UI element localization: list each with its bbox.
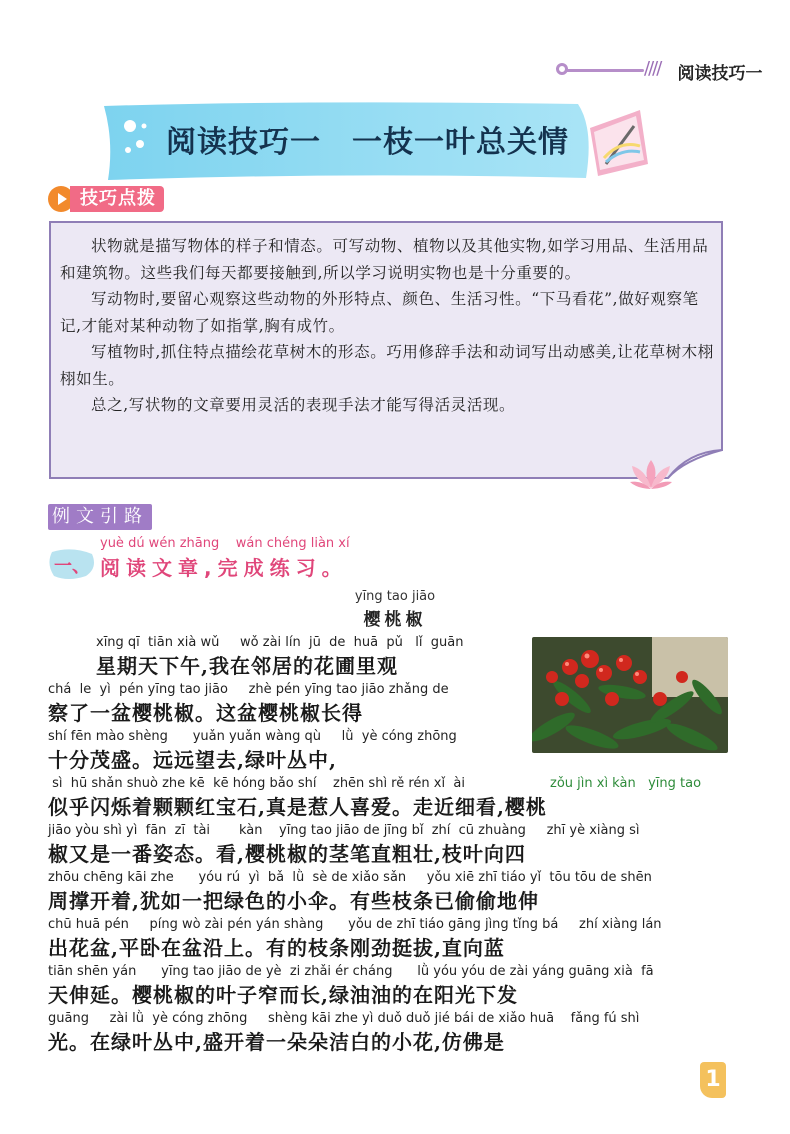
pinyin-line: shí fēn mào shèng yuǎn yuǎn wàng qù lǜ yè cóng zhōng [48,729,457,744]
pinyin-line: zhōu chēng kāi zhe yóu rú yì bǎ lǜ sè de xiǎo sǎn yǒu xiē zhī tiáo yǐ tōu tōu de shēn [48,870,652,885]
running-head-line [564,69,644,72]
lotus-icon [628,458,674,492]
text-line: 椒又是一番姿态。看,樱桃椒的茎笔直粗壮,枝叶向四 [48,842,526,866]
page-number: 1 [700,1062,726,1098]
pinyin-line: jiāo yòu shì yì fān zī tài kàn yīng tao jiāo de jīng bǐ zhí cū zhuàng zhī yè xiàng sì [48,823,640,838]
cherry-pepper-photo [532,637,728,753]
info-text [60,233,718,419]
text-line: 星期天下午,我在邻居的花圃里观 [96,654,398,678]
example-tag: 例文引路 [48,504,152,530]
text-line: 周撑开着,犹如一把绿色的小伞。有些枝条已偷偷地伸 [48,889,539,913]
article-title: 樱桃椒 [363,610,427,630]
article-title-pinyin: yīng tao jiāo [354,589,436,604]
pinyin-line: chū huā pén píng wò zài pén yán shàng yǒu de zhī tiáo gāng jìng tǐng bá zhí xiàng lán [48,917,662,932]
skill-tag [48,185,178,213]
skill-tag-label: 技巧点拨 [70,186,164,212]
question-number: 一、 [54,556,90,577]
question-number-bubble [48,548,96,582]
pinyin-line: chá le yì pén yīng tao jiāo zhè pén yīng tao jiāo zhǎng de [48,682,449,697]
running-head-label: 阅读技巧一 [677,64,763,84]
question-pinyin: yuè dú wén zhāng wán chéng liàn xí [100,536,350,551]
chapter-banner [100,98,652,184]
text-line: 似乎闪烁着颗颗红宝石,真是惹人喜爱。走近细看,樱桃 [48,795,547,819]
info-paragraph-2: 写动物时,要留心观察这些动物的外形特点、颜色、生活习性。“下马看花”,做好观察笔记,才能对某种动物了如指掌,胸有成竹。 [60,290,699,335]
info-paragraph-1: 状物就是描写物体的样子和情态。可写动物、植物以及其他实物,如学习用品、生活用品和建筑物。这些我们每天都要接触到,所以学习说明实物也是十分重要的。 [60,237,709,282]
chapter-title: 阅读技巧一 一枝一叶总关情 [166,125,569,160]
running-head-dot [556,63,568,75]
pinyin-line-highlight: zǒu jìn xì kàn yīng tao [550,776,702,791]
pinyin-line: guāng zài lǜ yè cóng zhōng shèng kāi zhe yì duǒ duǒ jié bái de xiǎo huā fǎng fú shì [48,1011,640,1026]
pinyin-line: tiān shēn yán yīng tao jiāo de yè zi zhǎi ér cháng lǜ yóu yóu de zài yáng guāng xià fā [48,964,654,979]
text-line: 察了一盆樱桃椒。这盆樱桃椒长得 [48,701,363,725]
running-head [556,56,790,86]
text-line: 出花盆,平卧在盆沿上。有的枝条刚劲挺拔,直向蓝 [48,936,505,960]
question-text: 阅读文章,完成练习。 [100,556,348,580]
pinyin-line: sì hū shǎn shuò zhe kē kē hóng bǎo shí zhēn shì rě rén xǐ ài [48,776,465,791]
info-paragraph-3: 写植物时,抓住特点描绘花草树木的形态。巧用修辞手法和动词写出动感美,让花草树木栩栩如生。 [60,343,714,388]
running-head-slashes: //// [644,58,661,79]
text-line: 天伸延。樱桃椒的叶子窄而长,绿油油的在阳光下发 [48,983,518,1007]
pinyin-line: xīng qī tiān xià wǔ wǒ zài lín jū de huā pǔ lǐ guān [96,635,464,650]
text-line: 十分茂盛。远远望去,绿叶丛中, [48,748,337,772]
text-line: 光。在绿叶丛中,盛开着一朵朵洁白的小花,仿佛是 [48,1030,505,1054]
info-paragraph-4: 总之,写状物的文章要用灵活的表现手法才能写得活灵活现。 [91,396,516,414]
